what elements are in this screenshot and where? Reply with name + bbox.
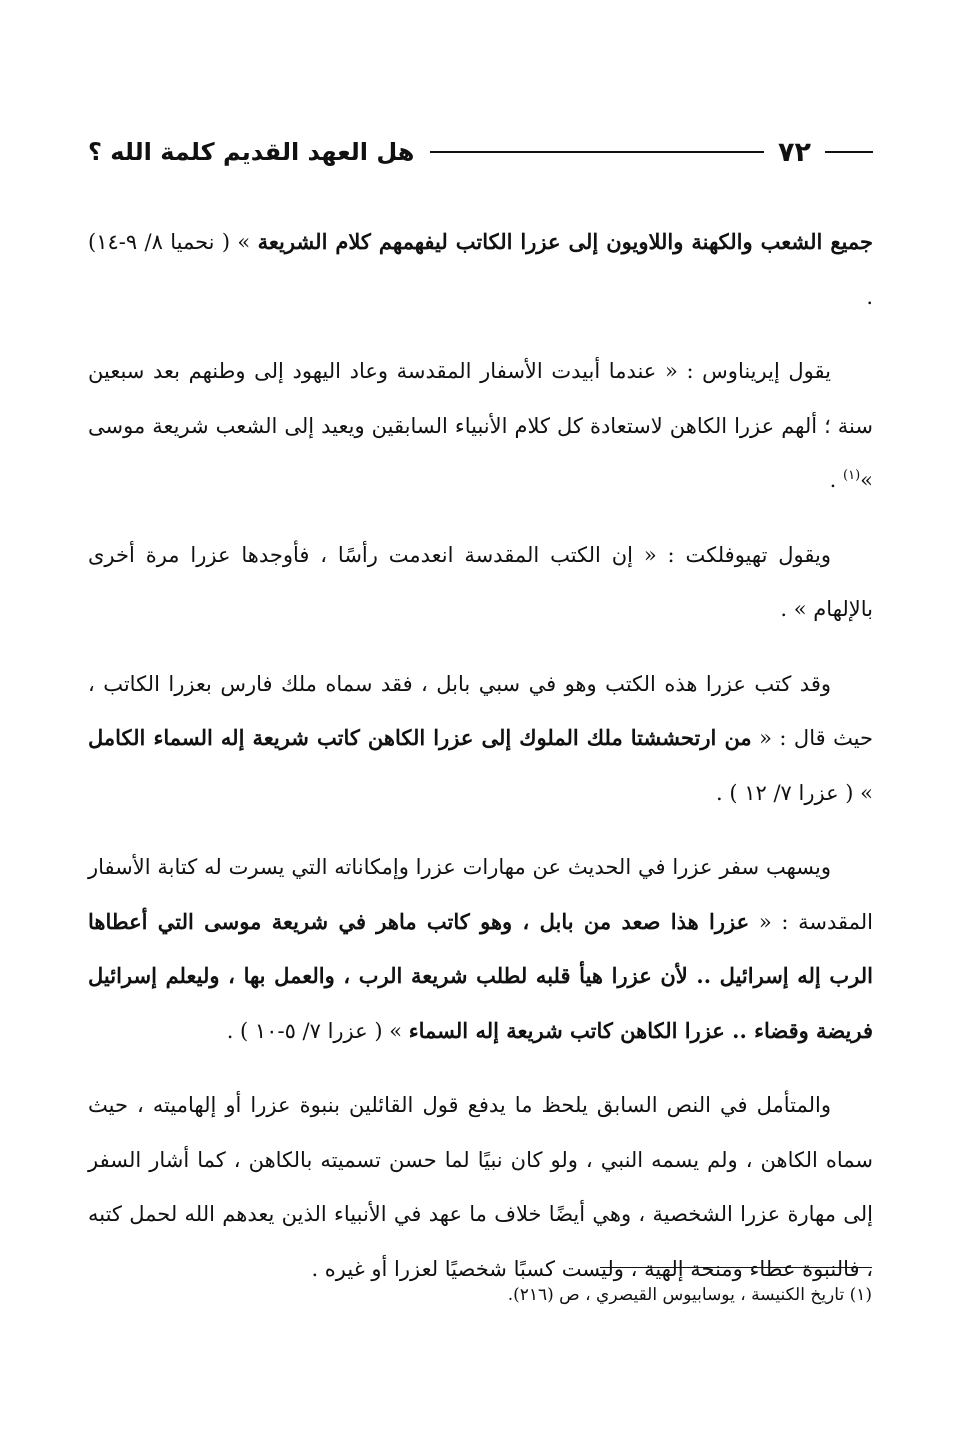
running-title: هل العهد القديم كلمة الله ؟ <box>88 138 415 166</box>
paragraph-text: وقد كتب عزرا هذه الكتب وهو في سبي بابل ، فقد سماه ملك فارس بعزرا الكاتب ، حيث قال : « <box>88 671 874 750</box>
paragraph <box>88 657 873 821</box>
paragraph <box>88 528 873 637</box>
citation: » ( عزرا ٧/ ٥-١٠ ) . <box>226 1018 409 1043</box>
header-rule-long <box>430 151 764 153</box>
running-header <box>88 132 873 172</box>
paragraph-text: ويقول تهيوفلكت : « إن الكتب المقدسة انعدمت رأسًا ، فأوجدها عزرا مرة أخرى بالإلهام » . <box>88 542 873 621</box>
body-text <box>88 215 873 1316</box>
paragraph-text: ويسهب سفر عزرا في الحديث عن مهارات عزرا وإمكاناته التي يسرت له كتابة الأسفار المقدسة : « <box>88 855 873 934</box>
paragraph-end: . <box>829 468 843 492</box>
footnote: (١) تاريخ الكنيسة ، يوسابيوس القيصري ، ص (٢١٦). <box>507 1285 872 1305</box>
footnote-rule <box>600 1267 872 1268</box>
footnote-marker[interactable]: (١) <box>843 468 861 483</box>
paragraph <box>88 215 873 324</box>
paragraph <box>88 344 873 508</box>
citation: » ( عزرا ٧/ ١٢ ) . <box>716 780 873 805</box>
paragraph <box>88 840 873 1058</box>
bold-quote: من ارتحششتا ملك الملوك إلى عزرا الكاهن كاتب شريعة إله السماء الكامل <box>88 725 752 750</box>
paragraph <box>88 1078 873 1296</box>
page-number: ٧٢ <box>778 136 811 168</box>
paragraph-text: يقول إيريناوس : « عندما أبيدت الأسفار المقدسة وعاد اليهود إلى وطنهم بعد سبعين سنة ؛ ألهم عزرا الكاهن لاستعادة كل كلام الأنبياء السابقين ويعيد إلى الشعب شريعة موسى » <box>88 359 873 492</box>
paragraph-text: والمتأمل في النص السابق يلحظ ما يدفع قول القائلين بنبوة عزرا أو إلهاميته ، حيث سماه الكاهن ، ولم يسمه النبي ، ولو كان نبيًا لما حسن تسميته بالكاهن ، كما أشار السفر إلى مهارة عزرا الشخصية ، وهي أيضًا خلاف ما عهد في الأنبياء الذين يعدهم الله لحمل كتبه ، فالنبوة عطاء ومنحة إلهية ، وليست كسبًا شخصيًا لعزرا أو غيره . <box>88 1093 873 1281</box>
bold-quote: عزرا هذا صعد من بابل ، وهو كاتب ماهر في شريعة موسى التي أعطاها الرب إله إسرائيل .. لأن عزرا هيأ قلبه لطلب شريعة الرب ، والعمل بها ، وليعلم إسرائيل فريضة وقضاء .. عزرا الكاهن كاتب شريعة إله السماء <box>88 908 873 1043</box>
bold-quote: جميع الشعب والكهنة واللاويون إلى عزرا الكاتب ليفهمهم كلام الشريعة <box>257 229 873 254</box>
header-rule-short <box>825 151 873 153</box>
citation: » ( نحميا ٨/ ٩-١٤) . <box>88 230 873 309</box>
